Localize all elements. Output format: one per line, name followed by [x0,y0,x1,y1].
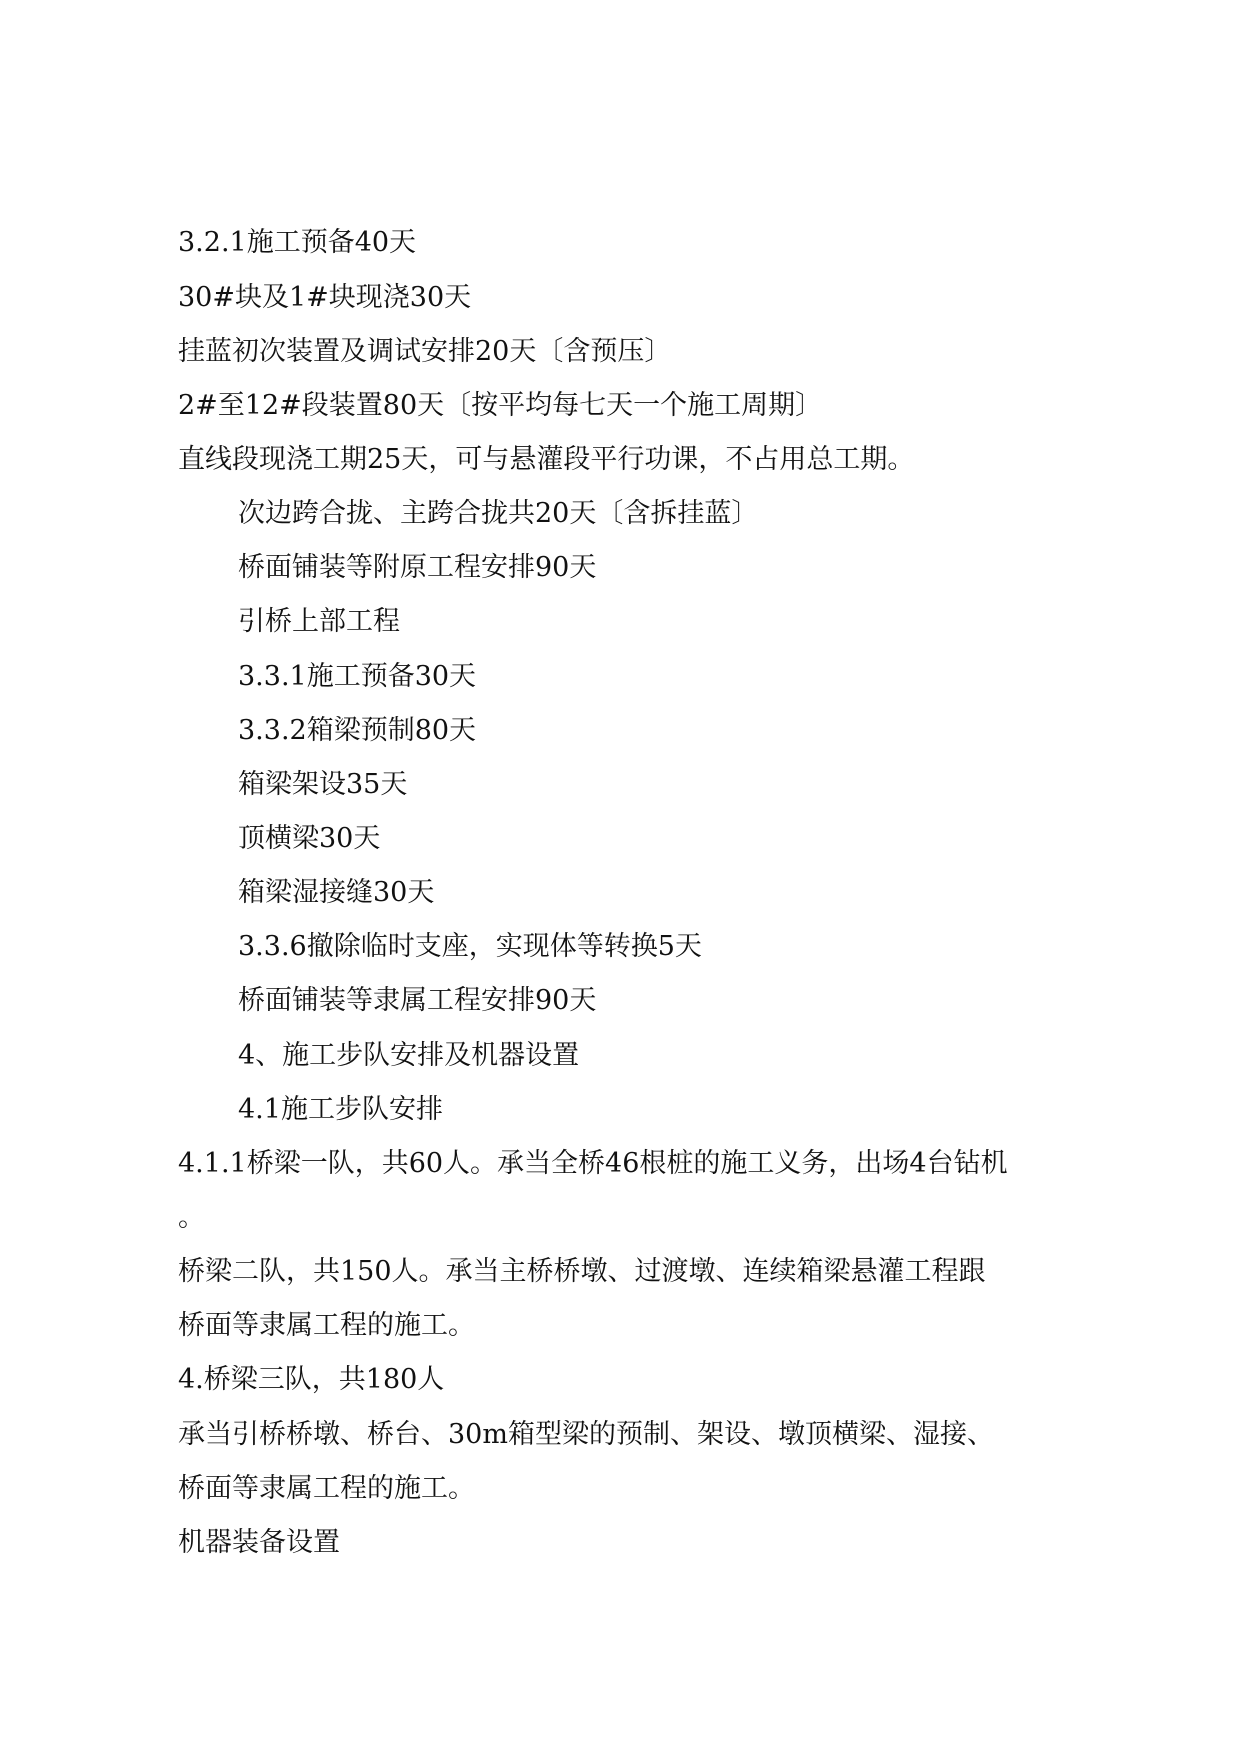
text-line: 4.1.1桥梁一队，共60人。承当全桥46根桩的施工义务，出场4台钻机 [178,1148,1008,1179]
text-line: 4.桥梁三队，共180人 [178,1364,445,1395]
text-line: 4.1施工步队安排 [238,1094,443,1125]
text-line: 箱梁架设35天 [238,769,408,800]
text-line: 桥梁二队，共150人。承当主桥桥墩、过渡墩、连续箱梁悬灌工程跟 [178,1256,986,1287]
text-line: 桥面铺装等隶属工程安排90天 [238,985,597,1016]
text-line: 3.2.1施工预备40天 [178,227,417,258]
text-line: 3.3.6撤除临时支座，实现体等转换5天 [238,931,702,962]
text-line: 挂蓝初次装置及调试安排20天〔含预压〕 [178,336,672,367]
text-line: 2#至12#段装置80天〔按平均每七天一个施工周期〕 [178,390,823,421]
text-line: 4、施工步队安排及机器设置 [238,1040,580,1071]
text-line: 承当引桥桥墩、桥台、30m箱型梁的预制、架设、墩顶横梁、湿接、 [178,1419,994,1450]
text-line: 引桥上部工程 [238,606,400,637]
text-line: 。 [178,1202,205,1233]
text-line: 30#块及1#块现浇30天 [178,282,472,313]
text-line: 次边跨合拢、主跨合拢共20天〔含拆挂蓝〕 [238,498,759,529]
text-line: 箱梁湿接缝30天 [238,877,435,908]
text-line: 直线段现浇工期25天，可与悬灌段平行功课，不占用总工期。 [178,444,915,475]
text-line: 机器装备设置 [178,1527,340,1558]
text-line: 3.3.2箱梁预制80天 [238,715,477,746]
text-line: 桥面等隶属工程的施工。 [178,1473,475,1504]
text-line: 桥面等隶属工程的施工。 [178,1310,475,1341]
text-line: 3.3.1施工预备30天 [238,661,477,692]
text-line: 桥面铺装等附原工程安排90天 [238,552,597,583]
text-line: 顶横梁30天 [238,823,381,854]
